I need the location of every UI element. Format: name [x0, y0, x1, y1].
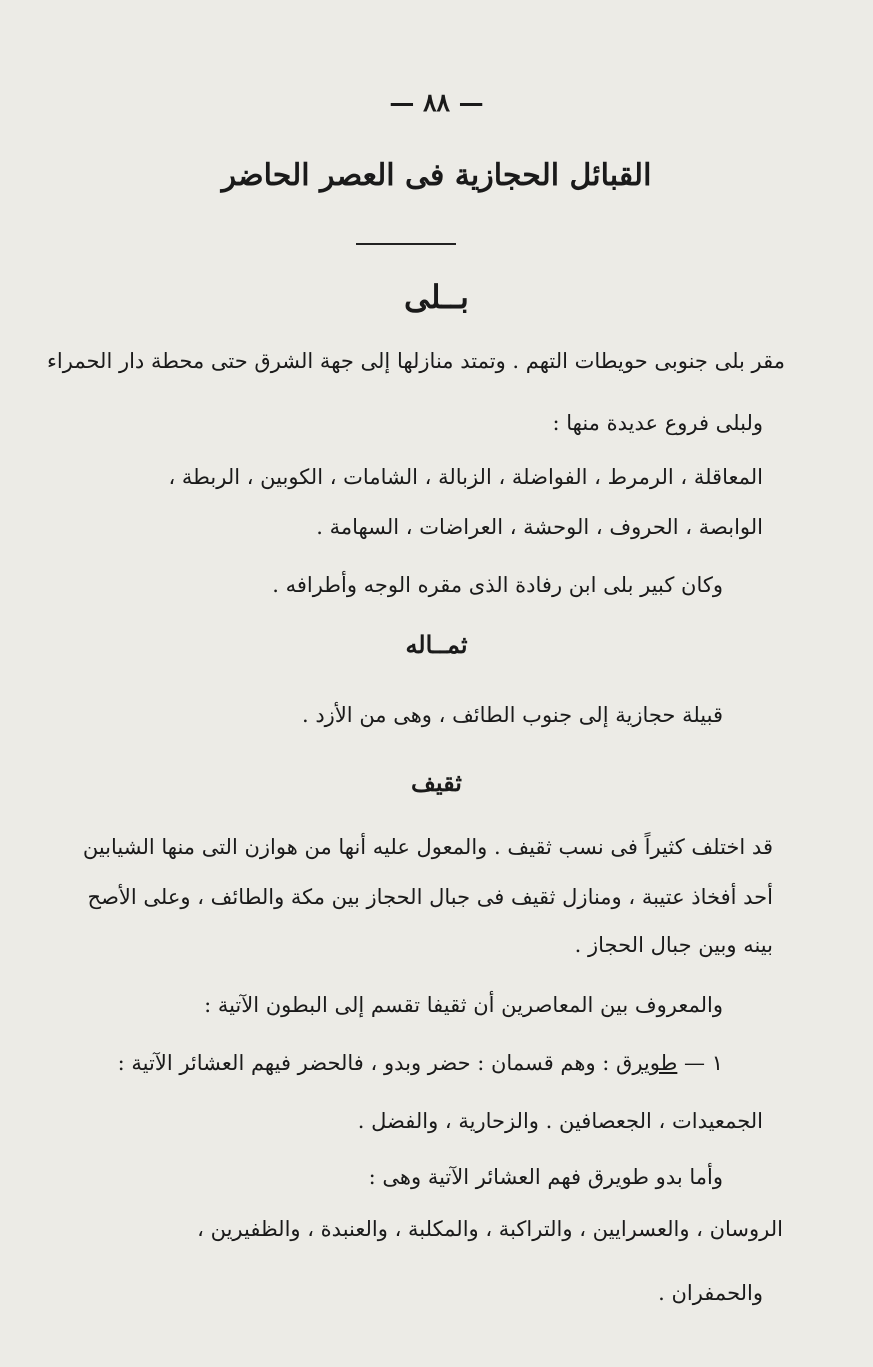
page-title: القبائل الحجازية فى العصر الحاضر	[221, 158, 652, 193]
page-number: — ٨٨ —	[389, 88, 484, 117]
paragraph-line: مقر بلى جنوبى حويطات التهم . وتمتد منازلها إلى جهة الشرق حتى محطة دار الحمراء	[47, 349, 785, 373]
list-item-name: طويرق	[616, 1051, 678, 1075]
title-rule	[356, 243, 456, 245]
list-item-number: ١ —	[684, 1051, 723, 1075]
paragraph-line: الوابصة ، الحروف ، الوحشة ، العراضات ، السهامة .	[316, 515, 763, 539]
paragraph-line: أحد أفخاذ عتيبة ، ومنازل ثقيف فى جبال الحجاز بين مكة والطائف ، وعلى الأصح	[87, 885, 773, 909]
list-item-text: : وهم قسمان : حضر وبدو ، فالحضر فيهم العشائر الآتية :	[117, 1051, 610, 1075]
list-item	[118, 1048, 723, 1078]
paragraph-line: بينه وبين جبال الحجاز .	[574, 933, 773, 957]
section-heading-thumala: ثمــاله	[405, 630, 468, 659]
paragraph-line: وأما بدو طويرق فهم العشائر الآتية وهى :	[368, 1165, 723, 1189]
paragraph-line: قبيلة حجازية إلى جنوب الطائف ، وهى من الأزد .	[301, 703, 723, 727]
section-heading-bali: بــلى	[404, 278, 469, 316]
paragraph-line: ولبلى فروع عديدة منها :	[552, 411, 763, 435]
paragraph-line: الجمعيدات ، الجعصافين . والزحارية ، والفضل .	[357, 1109, 763, 1133]
paragraph-line: قد اختلف كثيراً فى نسب ثقيف . والمعول عليه أنها من هوازن التى منها الشيابين	[82, 835, 773, 859]
section-heading-thaqif: ثقيف	[411, 768, 462, 797]
paragraph-line: المعاقلة ، الرمرط ، الفواضلة ، الزبالة ، الشامات ، الكوبين ، الربطة ،	[168, 465, 763, 489]
paragraph-line: وكان كبير بلى ابن رفادة الذى مقره الوجه وأطرافه .	[272, 573, 723, 597]
paragraph-line: الروسان ، والعسرايين ، والتراكبة ، والمكلبة ، والعنبدة ، والظفيرين ،	[197, 1217, 783, 1241]
paragraph-line: والحمفران .	[658, 1281, 763, 1305]
paragraph-line: والمعروف بين المعاصرين أن ثقيفا تقسم إلى البطون الآتية :	[204, 993, 723, 1017]
